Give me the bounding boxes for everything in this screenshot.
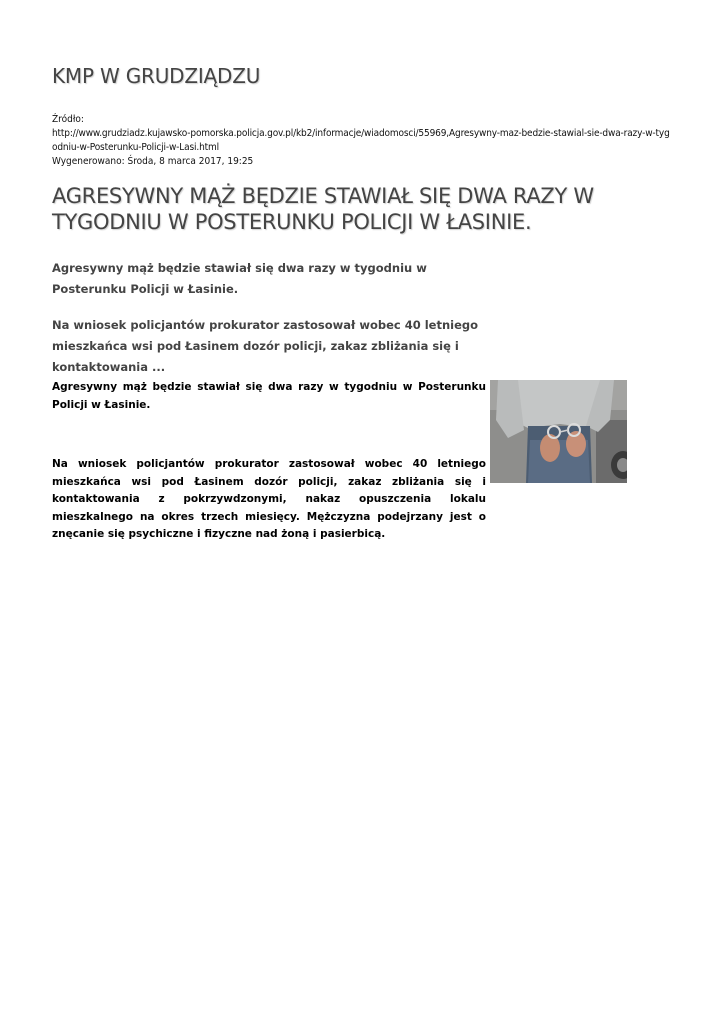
- lead-paragraph: Agresywny mąż będzie stawiał się dwa razy w tygodniu w Posterunku Policji w Łasinie.: [52, 261, 427, 296]
- body-paragraph: Agresywny mąż będzie stawiał się dwa razy w tygodniu w Posterunku Policji w Łasinie.: [52, 381, 486, 411]
- lead-summary: Na wniosek policjantów prokurator zastosował wobec 40 letniego mieszkańca wsi pod Łasinem dozór policji, zakaz zbliżania się i kontaktowania ...: [52, 318, 479, 374]
- handcuffed-man-photo: [490, 380, 627, 483]
- source-meta: [52, 113, 672, 169]
- article-title: AGRESYWNY MĄŻ BĘDZIE STAWIAŁ SIĘ DWA RAZY W TYGODNIU W POSTERUNKU POLICJI W ŁASINIE.: [52, 184, 594, 234]
- source-label: Źródło:: [52, 114, 84, 125]
- source-url: http://www.grudziadz.kujawsko-pomorska.policja.gov.pl/kb2/informacje/wiadomosci/55969,Agresywny-maz-bedzie-stawial-sie-dwa-razy-w-tygodniu-w-Posterunku-Policji-w-Lasi.html: [52, 128, 670, 153]
- generated-date: Wygenerowano: Środa, 8 marca 2017, 19:25: [52, 156, 254, 167]
- body-paragraph: Na wniosek policjantów prokurator zastosował wobec 40 letniego mieszkańca wsi pod Łasinem dozór policji, zakaz zbliżania się i kontaktowania z pokrzywdzonymi, nakaz opuszczenia lokalu mieszkalnego na okres trzech miesięcy. Mężczyzna podejrzany jest o znęcanie się psychiczne i fizyczne nad żoną i pasierbicą.: [52, 458, 486, 540]
- article-body: [52, 379, 486, 544]
- site-title: KMP W GRUDZIĄDZU: [52, 64, 261, 88]
